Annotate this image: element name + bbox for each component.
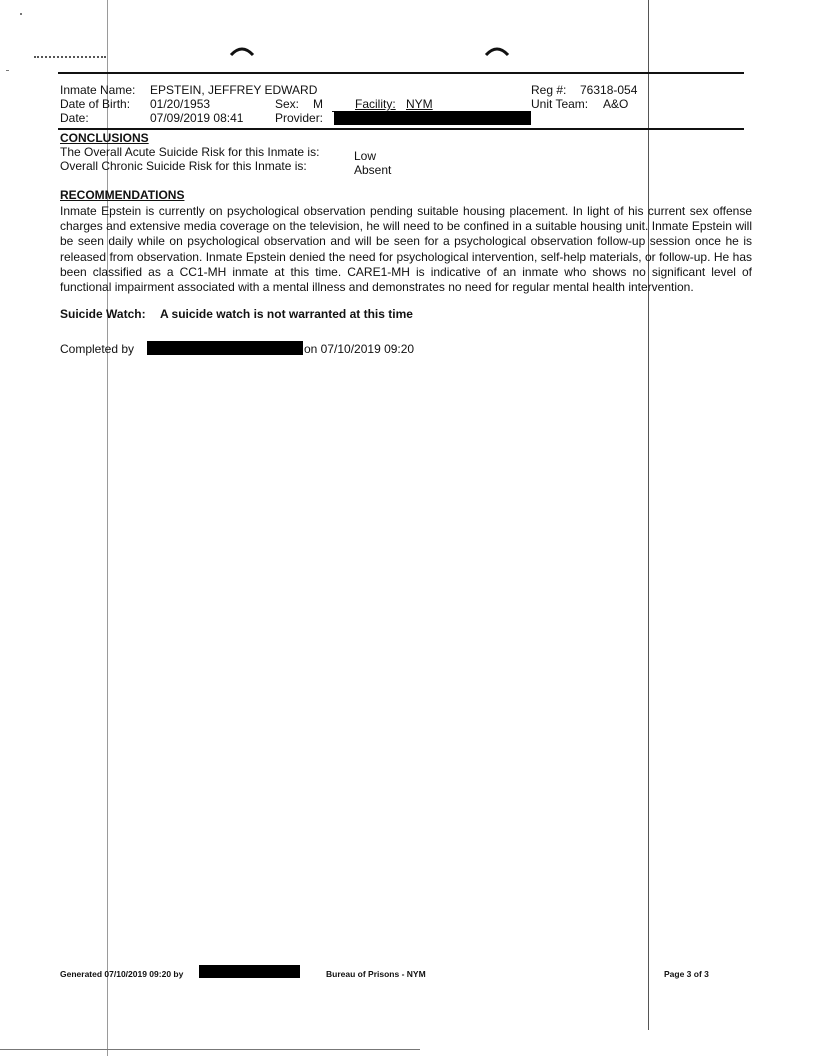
- date-label: Date:: [60, 111, 89, 125]
- completed-by-redaction: [147, 341, 303, 355]
- dob-label: Date of Birth:: [60, 97, 131, 111]
- unit-team-label: Unit Team:: [531, 97, 589, 111]
- bureau-label: Bureau of Prisons - NYM: [326, 969, 426, 979]
- scan-dashes: [34, 56, 106, 60]
- sex-label: Sex:: [275, 97, 300, 111]
- facility-label: Facility:: [355, 97, 396, 111]
- chronic-risk-value: Absent: [354, 163, 392, 177]
- suicide-watch-value: A suicide watch is not warranted at this time: [160, 307, 413, 321]
- reg-label: Reg #:: [531, 83, 567, 97]
- facility-value: NYM: [406, 97, 433, 111]
- completed-by-label: Completed by: [60, 342, 135, 356]
- inmate-name-label: Inmate Name:: [60, 83, 136, 97]
- reg-value: 76318-054: [580, 83, 638, 97]
- provider-redaction: [334, 111, 531, 125]
- scan-dot-2: [6, 70, 9, 71]
- generated-label: Generated 07/10/2019 09:20 by: [60, 969, 184, 979]
- page-number: Page 3 of 3: [664, 969, 709, 979]
- punch-mark-left: [229, 44, 255, 62]
- suicide-watch-label: Suicide Watch:: [60, 307, 146, 321]
- date-value: 07/09/2019 08:41: [150, 111, 244, 125]
- acute-risk-value: Low: [354, 149, 377, 163]
- completed-on: on 07/10/2019 09:20: [304, 342, 415, 356]
- scan-line-right: [648, 0, 649, 1030]
- sex-value: M: [313, 97, 323, 111]
- header-bottom-rule: [58, 128, 744, 130]
- scan-dot-1: [20, 13, 22, 15]
- punch-mark-right: [484, 44, 510, 62]
- header-top-rule: [58, 72, 744, 74]
- acute-risk-label: The Overall Acute Suicide Risk for this Inmate is:: [60, 145, 320, 159]
- inmate-name: EPSTEIN, JEFFREY EDWARD: [150, 83, 318, 97]
- unit-team-value: A&O: [603, 97, 629, 111]
- chronic-risk-label: Overall Chronic Suicide Risk for this Inmate is:: [60, 159, 307, 173]
- conclusions-heading: CONCLUSIONS: [60, 131, 149, 145]
- provider-label: Provider:: [275, 111, 324, 125]
- recommendations-text: Inmate Epstein is currently on psychological observation pending suitable housing placement. In light of his current sex offense charges and extensive media coverage on the television, he will need to be confined in a suitable housing unit. Inmate Epstein will be seen daily while on psychological observation and will be seen for a psychological observation follow-up session once he is released from observation. Inmate Epstein denied the need for psychological intervention, self-help materials, or follow-up. He has been classified as a CC1-MH inmate at this time. CARE1-MH is indicative of an inmate who shows no significant level of functional impairment associated with a mental illness and demonstrates no need for regular mental health intervention.: [60, 204, 752, 295]
- dob-value: 01/20/1953: [150, 97, 211, 111]
- scan-line-bottom: [0, 1049, 420, 1050]
- recommendations-heading: RECOMMENDATIONS: [60, 188, 185, 202]
- generated-by-redaction: [199, 965, 300, 978]
